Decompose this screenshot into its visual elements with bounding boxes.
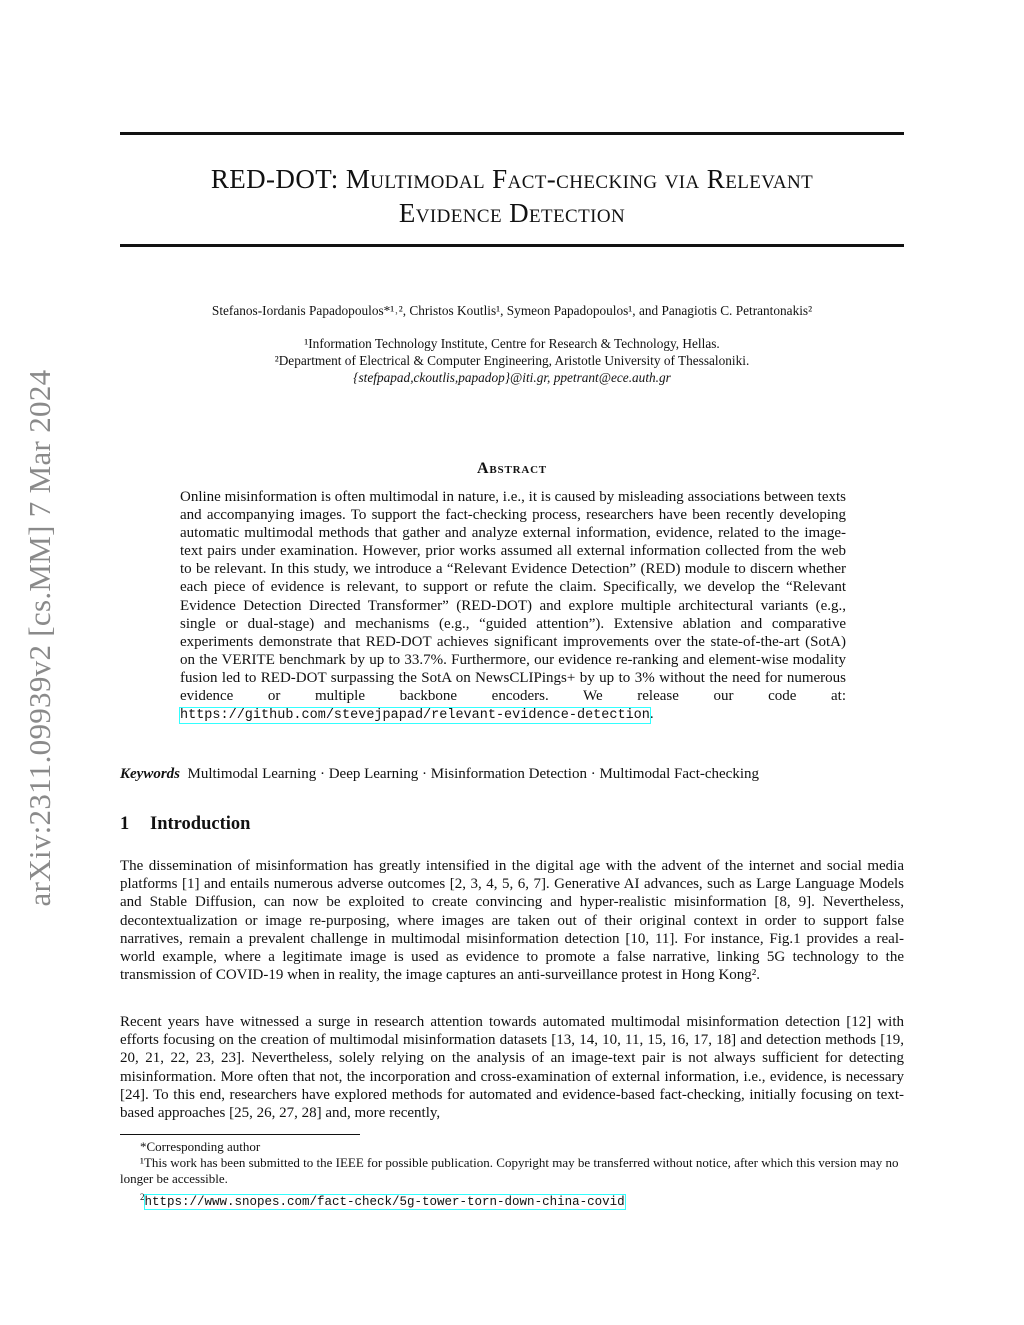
footnote-ieee: ¹This work has been submitted to the IEEE for possible publication. Copyright may be transferred without notice, after which this version may no longer be accessible. <box>120 1155 899 1186</box>
author-list: Stefanos-Iordanis Papadopoulos*¹˒², Christos Koutlis¹, Symeon Papadopoulos¹, and Panagiotis C. Petrantonakis² <box>211 303 813 318</box>
title-rule-top <box>120 132 904 135</box>
code-repository-link[interactable]: https://github.com/stevejpapad/relevant-evidence-detection <box>180 708 650 724</box>
section-heading <box>120 814 250 835</box>
affiliations <box>120 335 904 386</box>
keywords-line <box>120 766 759 783</box>
paper-title-line-1: RED-DOT: Multimodal Fact-checking via Relevant <box>210 164 814 194</box>
footnote-rule <box>120 1134 360 1135</box>
title-rule-bottom <box>120 244 904 247</box>
paper-title-line-2: Evidence Detection <box>398 198 626 228</box>
keywords-label: Keywords <box>120 766 180 782</box>
intro-paragraph-2: Recent years have witnessed a surge in research attention towards automated multimodal misinformation detection [12] with efforts focusing on the creation of multimodal misinformation datasets [13, 14, 10, 11, 15, 16, 17, 18] and detection methods [19, 20, 21, 22, 23, 23]. Nevertheless, solely relying on the analysis of an image-text pair is not always sufficient for detecting misinformation. More often that not, the incorporation and cross-examination of external information, i.e., evidence, is necessary [24]. To this end, researchers have explored methods for automated and evidence-based fact-checking, initially focusing on text-based approaches [25, 26, 27, 28] and, more recently, <box>120 1014 904 1122</box>
arxiv-identifier: arXiv:2311.09939v2 [cs.MM] 7 Mar 2024 <box>22 369 57 907</box>
abstract-text: Online misinformation is often multimodal in nature, i.e., it is caused by misleading associations between texts and accompanying images. To support the fact-checking process, researchers have been recently developing automatic multimodal methods that gather and analyze external information, evidence, related to the image-text pairs under examination. However, prior works assumed all external information collected from the web to be relevant. In this study, we introduce a “Relevant Evidence Detection” (RED) module to discern whether each piece of evidence is relevant, to support or refute the claim. Specifically, we develop the “Relevant Evidence Detection Directed Transformer” (RED-DOT) and explore multiple architectural variants (e.g., single or dual-stage) and mechanisms (e.g., “guided attention”). Extensive ablation and comparative experiments demonstrate that RED-DOT achieves significant improvements over the state-of-the-art (SotA) on the VERITE benchmark by up to 33.7%. Furthermore, our evidence re-ranking and element-wise modality fusion led to RED-DOT surpassing the SotA on NewsCLIPings+ by up to 3% without the need for numerous evidence or multiple backbone encoders. We release our code at: <box>180 489 846 705</box>
abstract-body: Online misinformation is often multimodal in nature, i.e., it is caused by misleading associations between texts and accompanying images. To support the fact-checking process, researchers have been recently developing automatic multimodal methods that gather and analyze external information, evidence, related to the image-text pairs under examination. However, prior works assumed all external information collected from the web to be relevant. In this study, we introduce a “Relevant Evidence Detection” (RED) module to discern whether each piece of evidence is relevant, to support or refute the claim. Specifically, we develop the “Relevant Evidence Detection Directed Transformer” (RED-DOT) and explore multiple architectural variants (e.g., single or dual-stage) and mechanisms (e.g., “guided attention”). Extensive ablation and comparative experiments demonstrate that RED-DOT achieves significant improvements over the state-of-the-art (SotA) on the VERITE benchmark by up to 33.7%. Furthermore, our evidence re-ranking and element-wise modality fusion led to RED-DOT surpassing the SotA on NewsCLIPings+ by up to 3% without the need for numerous evidence or multiple backbone encoders. We release our code at: https://github.com/stevejpapad/relevant-evidence-detection. <box>180 489 846 724</box>
snopes-link[interactable]: https://www.snopes.com/fact-check/5g-tower-torn-down-china-covid <box>144 1195 625 1210</box>
affiliation-2: ²Department of Electrical & Computer Engineering, Aristotle University of Thessaloniki. <box>274 353 750 368</box>
affiliation-1: ¹Information Technology Institute, Centre for Research & Technology, Hellas. <box>304 336 720 351</box>
intro-paragraph-1: The dissemination of misinformation has greatly intensified in the digital age with the advent of the internet and social media platforms [1] and entails numerous adverse outcomes [2, 3, 4, 5, 6, 7]. Generative AI advances, such as Large Language Models and Stable Diffusion, can now be exploited to create convincing and hyper-realistic misinformation [8, 9]. Nevertheless, decontextualization or image re-purposing, where images are taken out of their original context in order to support false narratives, remain a prevalent challenge in multimodal misinformation detection [10, 11]. For instance, Fig.1 provides a real-world example, where a legitimate image is used as evidence to promote a false narrative, linking 5G technology to the transmission of COVID-19 when in reality, the image captures an anti-surveillance protest in Hong Kong². <box>120 858 904 984</box>
section-number: 1 <box>120 814 130 834</box>
keywords-list: Multimodal Learning · Deep Learning · Misinformation Detection · Multimodal Fact-checking <box>187 766 760 782</box>
abstract-heading: Abstract <box>477 460 547 477</box>
footnote-corresponding: *Corresponding author <box>140 1139 261 1154</box>
section-title: Introduction <box>150 814 251 834</box>
author-emails: {stefpapad,ckoutlis,papadop}@iti.gr, ppetrant@ece.auth.gr <box>353 370 671 385</box>
footnotes <box>120 1139 904 1210</box>
footnote-snopes: $^2$https://www.snopes.com/fact-check/5g-tower-torn-down-china-covid <box>140 1192 625 1210</box>
